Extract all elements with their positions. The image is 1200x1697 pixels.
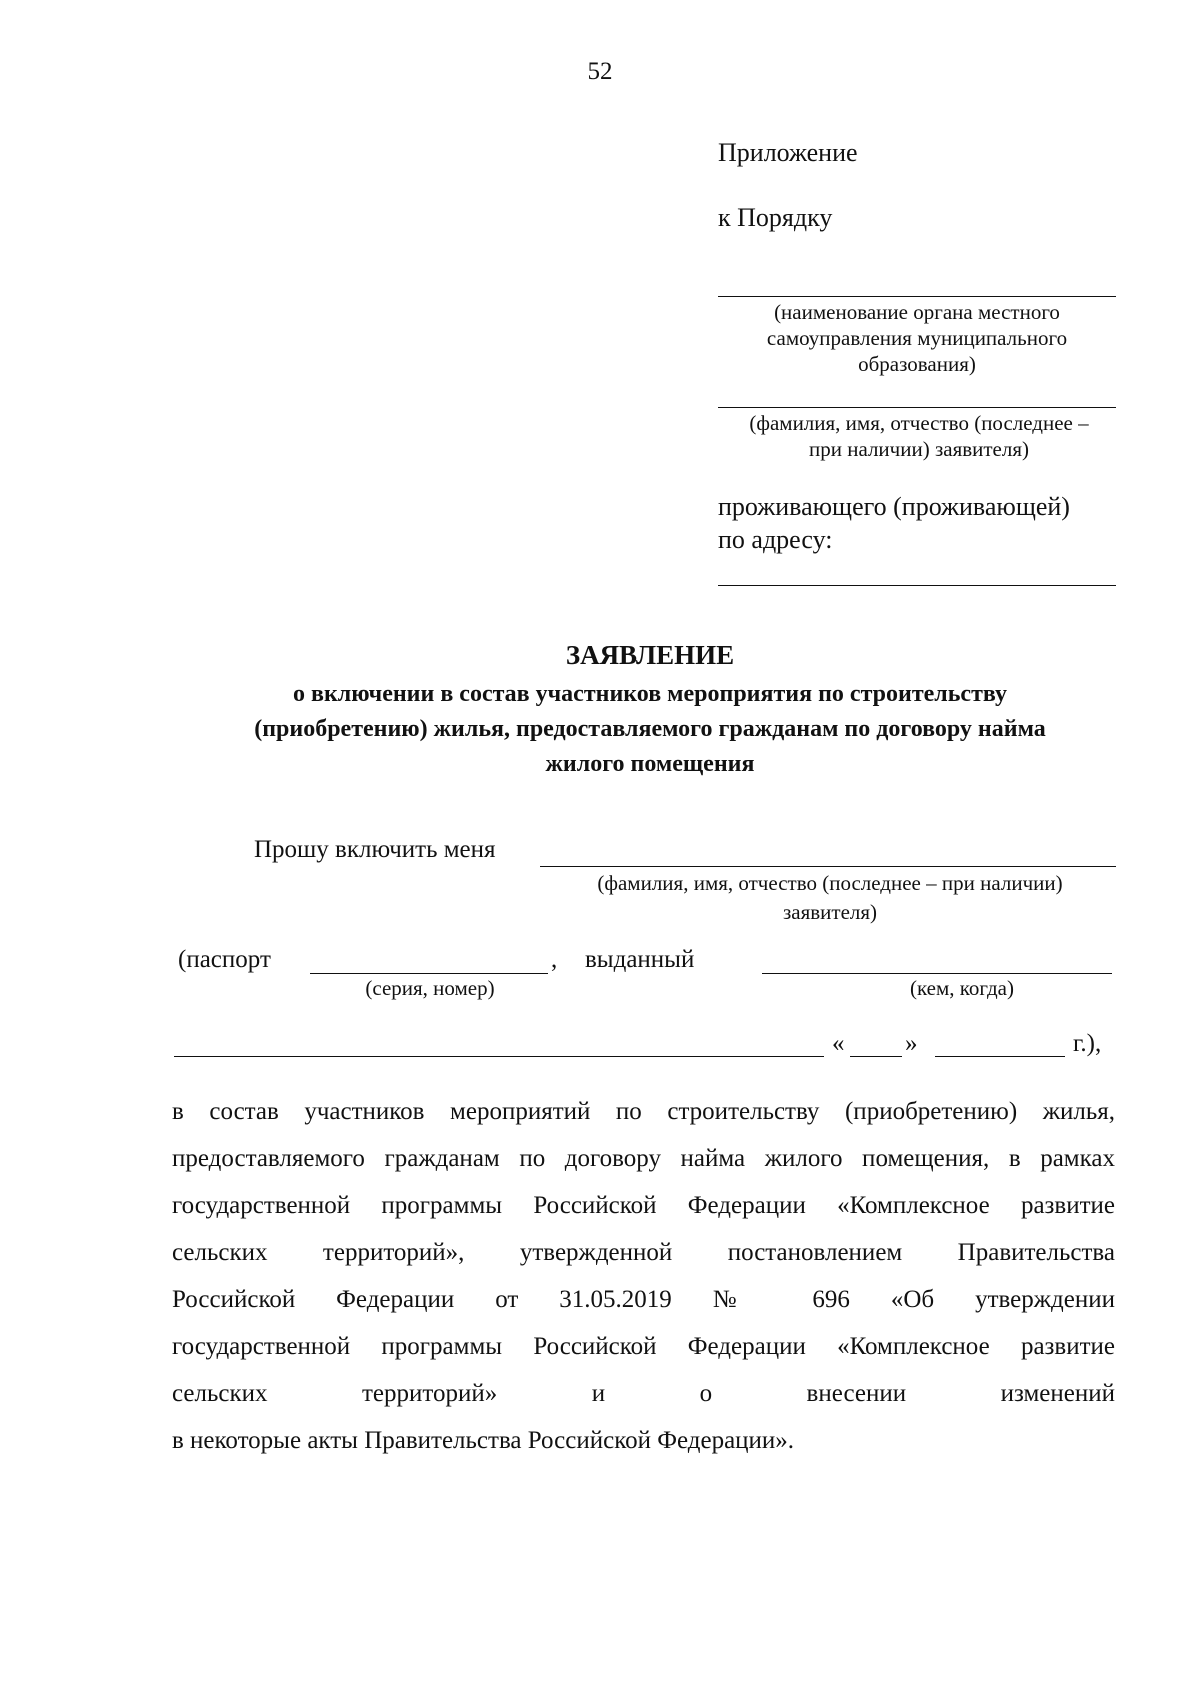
authority-name-line [718,296,1116,297]
body-line: сельских территорий» и о внесении изменений [172,1380,1115,1407]
body-line: предоставляемого гражданам по договору найма жилого помещения, в рамках [172,1145,1115,1172]
applicant-caption: (фамилия, имя, отчество (последнее – при наличии) заявителя) [749,411,1089,461]
body-line: Российской Федерации от 31.05.2019 № 696 «Об утверждении [172,1286,1115,1313]
page-number: 52 [587,58,613,85]
document-title: ЗАЯВЛЕНИЕ [565,640,735,670]
request-name-line [540,866,1116,867]
authority-caption: (наименование органа местного самоуправления муниципального образования) [766,300,1068,376]
issuer-continuation-line [174,1056,824,1057]
day-line [850,1056,902,1057]
issued-label: выданный [585,946,695,973]
body-line: сельских территорий», утвержденной постановлением Правительства [172,1239,1115,1266]
residence-label: проживающего (проживающей) по адресу: [718,492,1070,554]
issuer-line [762,973,1112,974]
series-caption: (серия, номер) [365,976,495,1000]
applicant-name-line [718,407,1116,408]
appendix-reference: к Порядку [718,203,833,232]
request-caption: (фамилия, имя, отчество (последнее – при наличии) заявителя) [597,871,1063,924]
month-line [935,1056,1065,1057]
body-line: в состав участников мероприятий по строительству (приобретению) жилья, [172,1098,1115,1125]
passport-comma: , [551,946,558,973]
issuer-caption: (кем, когда) [910,976,1014,1000]
appendix-label: Приложение [718,138,858,167]
passport-series-line [310,973,548,974]
year-suffix: г.), [1073,1030,1102,1057]
passport-label: (паспорт [178,946,271,973]
body-line: государственной программы Российской Федерации «Комплексное развитие [172,1192,1115,1219]
quote-open: « [832,1030,845,1057]
quote-close: » [905,1030,918,1057]
address-line [718,585,1116,586]
body-line: в некоторые акты Правительства Российской Федерации». [172,1427,795,1454]
body-line: государственной программы Российской Федерации «Комплексное развитие [172,1333,1115,1360]
request-label: Прошу включить меня [254,836,496,863]
document-subtitle: о включении в состав участников мероприятия по строительству (приобретению) жилья, предоставляемого гражданам по договору найма жилого помещения [254,681,1046,777]
